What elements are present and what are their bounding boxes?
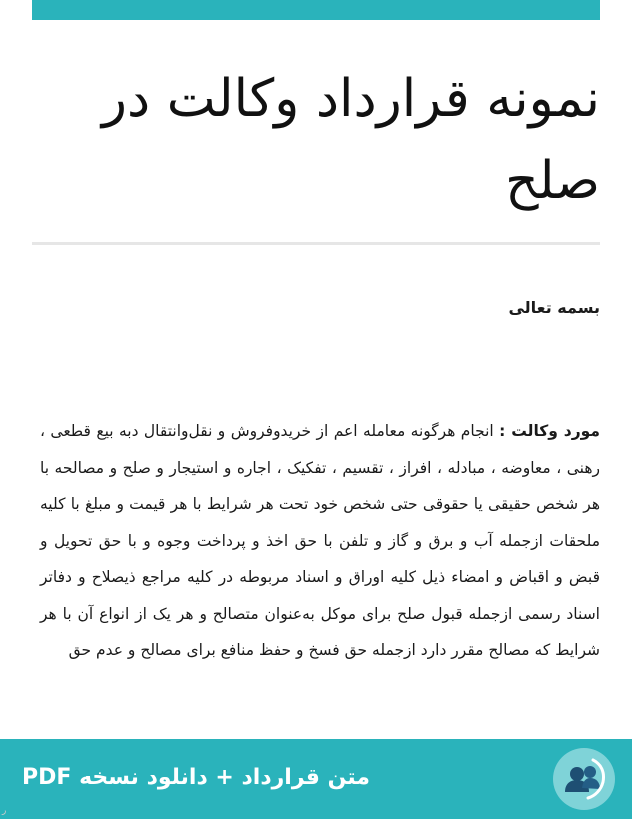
brand-logo[interactable]: [553, 748, 615, 810]
top-accent-bar: [32, 0, 600, 20]
download-pdf-link[interactable]: متن قرارداد + دانلود نسخه PDF: [22, 765, 370, 790]
bismillah-heading: بسمه تعالی: [508, 298, 600, 317]
contract-body-text: انجام هرگونه معامله اعم از خریدوفروش و نقل‌وانتقال دبه بیع قطعی ، رهنی ، معاوضه ، مبادله ، افراز ، تقسیم ، تفکیک ، اجاره و استیجار و صلح و مصالحه با هر شخص حقیقی یا حقوقی حتی شخص خود تحت هر شرایط با هر قیمت و مبلغ با کلیه ملحقات ازجمله آب و برق و گاز و تلفن با حق اخذ و پرداخت وجوه و با حق تحویل و قبض و اقباض و امضاء ذیل کلیه اوراق و اسناد مربوطه در کلیه مراجع ذیصلاح و دفاتر اسناد رسمی ازجمله قبول صلح برای موکل به‌عنوان متصالح و هر یک از انواع آن با هر شرایط که مصالح مقرر دارد ازجمله حق فسخ و حفظ منافع برای مصالح و عدم حق: [40, 422, 600, 659]
title-divider: [32, 242, 600, 245]
page-title: نمونه قرارداد وکالت در صلح: [101, 69, 600, 211]
users-icon: [553, 748, 615, 810]
contract-body: [40, 413, 600, 669]
subject-label: مورد وکالت :: [499, 422, 600, 440]
corner-mark: ر: [2, 806, 7, 816]
